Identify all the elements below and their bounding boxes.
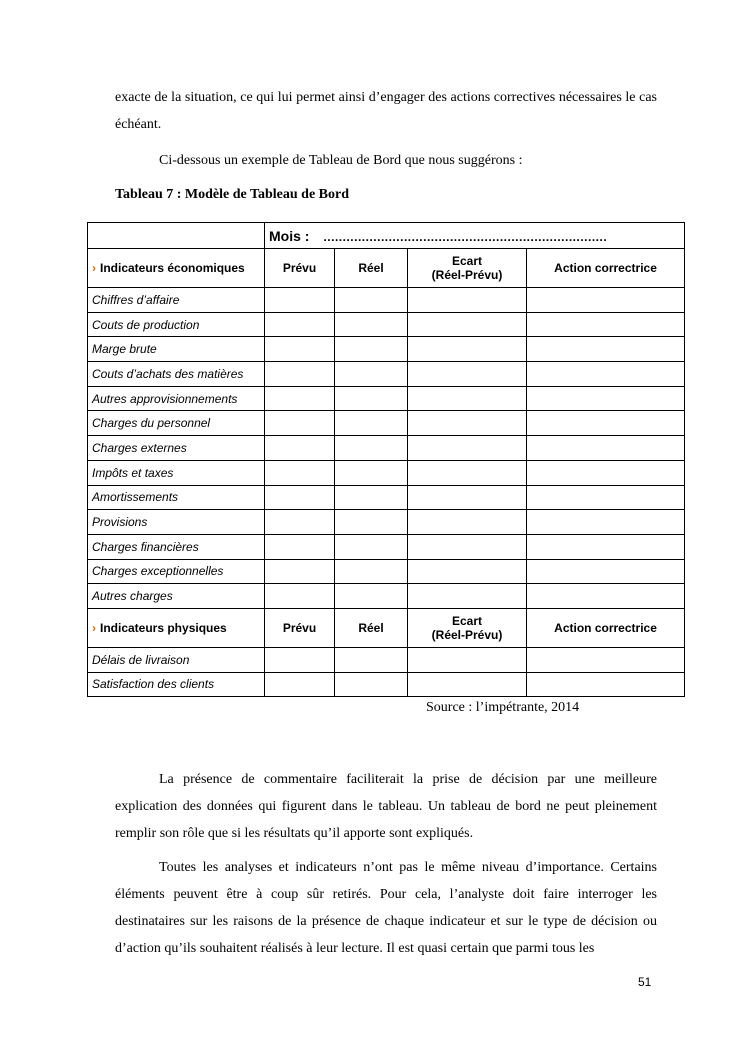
table-row bbox=[88, 485, 685, 510]
section-title: Indicateurs économiques bbox=[100, 261, 245, 275]
reel-cell bbox=[335, 672, 408, 697]
indicator-label: Charges du personnel bbox=[88, 411, 265, 436]
col-header-reel: Réel bbox=[335, 608, 408, 647]
prevu-cell bbox=[265, 460, 335, 485]
dashboard-table bbox=[87, 222, 685, 697]
prevu-cell bbox=[265, 362, 335, 387]
indicator-label: Satisfaction des clients bbox=[88, 672, 265, 697]
action-cell bbox=[527, 584, 685, 609]
col-header-ecart bbox=[408, 249, 527, 288]
reel-cell bbox=[335, 436, 408, 461]
col-header-ecart bbox=[408, 608, 527, 647]
table-row bbox=[88, 312, 685, 337]
reel-cell bbox=[335, 485, 408, 510]
chevron-right-icon: › bbox=[92, 620, 96, 635]
action-cell bbox=[527, 559, 685, 584]
header-row-economiques bbox=[88, 249, 685, 288]
col-header-prevu: Prévu bbox=[265, 608, 335, 647]
reel-cell bbox=[335, 647, 408, 672]
prevu-cell bbox=[265, 386, 335, 411]
indicator-label: Couts d’achats des matières bbox=[88, 362, 265, 387]
ecart-cell bbox=[408, 510, 527, 535]
reel-cell bbox=[335, 312, 408, 337]
table-row bbox=[88, 534, 685, 559]
ecart-cell bbox=[408, 312, 527, 337]
table-caption: Tableau 7 : Modèle de Tableau de Bord bbox=[115, 187, 350, 202]
ecart-cell bbox=[408, 386, 527, 411]
reel-cell bbox=[335, 337, 408, 362]
action-cell bbox=[527, 312, 685, 337]
reel-cell bbox=[335, 362, 408, 387]
reel-cell bbox=[335, 460, 408, 485]
reel-cell bbox=[335, 288, 408, 313]
prevu-cell bbox=[265, 485, 335, 510]
action-cell bbox=[527, 672, 685, 697]
indicator-label: Autres charges bbox=[88, 584, 265, 609]
ecart-cell bbox=[408, 436, 527, 461]
col-header-action: Action correctrice bbox=[527, 608, 685, 647]
action-cell bbox=[527, 337, 685, 362]
prevu-cell bbox=[265, 312, 335, 337]
paragraph-example: Ci-dessous un exemple de Tableau de Bord que nous suggérons : bbox=[159, 153, 523, 168]
indicator-label: Amortissements bbox=[88, 485, 265, 510]
col-header-ecart-line2: (Réel-Prévu) bbox=[431, 627, 503, 642]
col-header-ecart-line2: (Réel-Prévu) bbox=[431, 268, 503, 282]
prevu-cell bbox=[265, 534, 335, 559]
action-cell bbox=[527, 386, 685, 411]
empty-cell bbox=[88, 223, 265, 249]
ecart-cell bbox=[408, 288, 527, 313]
table-row bbox=[88, 647, 685, 672]
table-row bbox=[88, 584, 685, 609]
reel-cell bbox=[335, 584, 408, 609]
action-cell bbox=[527, 485, 685, 510]
paragraph-intro: exacte de la situation, ce qui lui permet ainsi d’engager des actions correctives nécessaires le cas échéant. bbox=[115, 90, 657, 132]
ecart-cell bbox=[408, 672, 527, 697]
indicator-label: Charges exceptionnelles bbox=[88, 559, 265, 584]
prevu-cell bbox=[265, 337, 335, 362]
ecart-cell bbox=[408, 534, 527, 559]
prevu-cell bbox=[265, 510, 335, 535]
reel-cell bbox=[335, 559, 408, 584]
reel-cell bbox=[335, 534, 408, 559]
ecart-cell bbox=[408, 559, 527, 584]
table-row bbox=[88, 559, 685, 584]
month-dots: .......................................................................... bbox=[323, 229, 608, 244]
paragraph-commentaire: La présence de commentaire faciliterait la prise de décision par une meilleure explication des données qui figurent dans le tableau. Un tableau de bord ne peut pleinement remplir son rôle que si les résultats qu’il apporte sont expliqués. bbox=[115, 772, 657, 841]
action-cell bbox=[527, 534, 685, 559]
table-row bbox=[88, 337, 685, 362]
ecart-cell bbox=[408, 647, 527, 672]
prevu-cell bbox=[265, 672, 335, 697]
table-row bbox=[88, 386, 685, 411]
col-header-action: Action correctrice bbox=[527, 249, 685, 288]
prevu-cell bbox=[265, 647, 335, 672]
prevu-cell bbox=[265, 584, 335, 609]
col-header-ecart-line1: Ecart bbox=[451, 613, 483, 628]
indicator-label: Charges externes bbox=[88, 436, 265, 461]
prevu-cell bbox=[265, 288, 335, 313]
table-row bbox=[88, 672, 685, 697]
prevu-cell bbox=[265, 436, 335, 461]
table-row bbox=[88, 411, 685, 436]
indicator-label: Marge brute bbox=[88, 337, 265, 362]
indicator-label: Couts de production bbox=[88, 312, 265, 337]
reel-cell bbox=[335, 411, 408, 436]
chevron-right-icon: › bbox=[92, 261, 96, 275]
table-row bbox=[88, 510, 685, 535]
col-header-ecart-line1: Ecart bbox=[451, 254, 483, 268]
ecart-cell bbox=[408, 584, 527, 609]
action-cell bbox=[527, 510, 685, 535]
table-row bbox=[88, 460, 685, 485]
ecart-cell bbox=[408, 411, 527, 436]
ecart-cell bbox=[408, 460, 527, 485]
col-header-reel: Réel bbox=[335, 249, 408, 288]
action-cell bbox=[527, 411, 685, 436]
indicator-label: Impôts et taxes bbox=[88, 460, 265, 485]
prevu-cell bbox=[265, 411, 335, 436]
header-row-physiques bbox=[88, 608, 685, 647]
page-number: 51 bbox=[638, 975, 652, 989]
section-title: Indicateurs physiques bbox=[100, 620, 227, 635]
source-note: Source : l’impétrante, 2014 bbox=[426, 700, 580, 715]
action-cell bbox=[527, 460, 685, 485]
month-cell bbox=[265, 223, 685, 249]
action-cell bbox=[527, 288, 685, 313]
table-row bbox=[88, 436, 685, 461]
action-cell bbox=[527, 362, 685, 387]
paragraph-analyses: Toutes les analyses et indicateurs n’ont pas le même niveau d’importance. Certains éléments peuvent être à coup sûr retirés. Pour cela, l’analyste doit faire interroger les destinataires sur les raisons de la présence de chaque indicateur et sur le type de décision ou d’action qu’ils souhaitent réalisés à leur lecture. Il est quasi certain que parmi tous les bbox=[115, 860, 657, 956]
indicator-label: Délais de livraison bbox=[88, 647, 265, 672]
action-cell bbox=[527, 647, 685, 672]
reel-cell bbox=[335, 510, 408, 535]
indicator-label: Provisions bbox=[88, 510, 265, 535]
action-cell bbox=[527, 436, 685, 461]
ecart-cell bbox=[408, 337, 527, 362]
ecart-cell bbox=[408, 362, 527, 387]
table-row bbox=[88, 362, 685, 387]
prevu-cell bbox=[265, 559, 335, 584]
indicator-label: Autres approvisionnements bbox=[88, 386, 265, 411]
section-title-cell bbox=[88, 249, 265, 288]
month-label: Mois : bbox=[269, 227, 310, 244]
reel-cell bbox=[335, 386, 408, 411]
month-row bbox=[88, 223, 685, 249]
table-row bbox=[88, 288, 685, 313]
section-title-cell bbox=[88, 608, 265, 647]
col-header-prevu: Prévu bbox=[265, 249, 335, 288]
indicator-label: Chiffres d’affaire bbox=[88, 288, 265, 313]
indicator-label: Charges financières bbox=[88, 534, 265, 559]
ecart-cell bbox=[408, 485, 527, 510]
